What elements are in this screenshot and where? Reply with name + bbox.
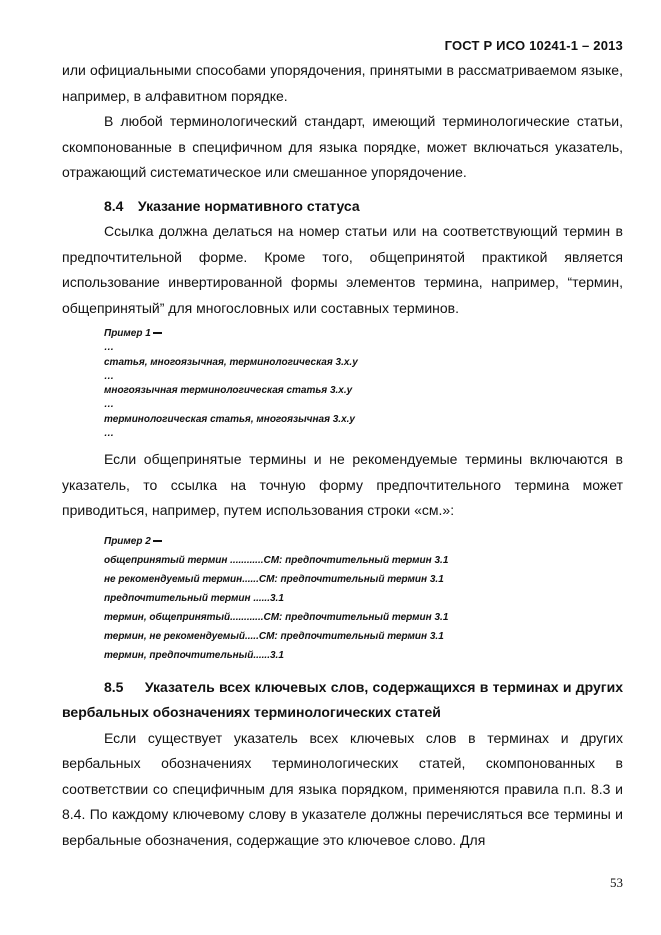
example-line: общепринятый термин ............СМ: предпочтительный термин 3.1: [104, 554, 449, 566]
example-line: …: [104, 342, 114, 354]
section-title: Указатель всех ключевых слов, содержащихся в терминах и других вербальных обозначениях терминологических статей: [62, 678, 624, 721]
example-line: …: [104, 428, 114, 440]
paragraph-index-note: В любой терминологический стандарт, имеющий терминологические статьи, скомпонованные в специфичном для языка порядке, может включаться указатель, отражающий систематическое или смешанное упорядочение.: [62, 113, 623, 180]
document-body: [62, 58, 623, 853]
paragraph-see-reference: Если общепринятые термины и не рекомендуемые термины включаются в указатель, то ссылка на точную форму предпочтительного термина может приводиться, например, путем использования строки «см.»:: [62, 451, 623, 519]
dash-mark: [153, 540, 162, 542]
document-header: ГОСТ Р ИСО 10241-1 – 2013: [444, 38, 623, 53]
example-line: …: [104, 370, 114, 382]
example-1: [104, 327, 623, 441]
example-line: термин, не рекомендуемый.....СМ: предпочтительный термин 3.1: [104, 630, 444, 642]
example-line: термин, предпочтительный......3.1: [104, 649, 284, 661]
section-heading-8-4: [104, 194, 623, 220]
example-line: термин, общепринятый............СМ: предпочтительный термин 3.1: [104, 611, 449, 623]
example-label: Пример 2: [104, 532, 623, 551]
example-2: [104, 532, 623, 665]
section-number: 8.4: [104, 197, 124, 214]
paragraph-continuation: или официальными способами упорядочения, принятыми в рассматриваемом языке, например, в алфавитном порядке.: [62, 62, 623, 104]
example-line: предпочтительный термин ......3.1: [104, 592, 284, 604]
example-line: не рекомендуемый термин......СМ: предпочтительный термин 3.1: [104, 573, 444, 585]
example-line: …: [104, 399, 114, 411]
page-number: 53: [610, 875, 623, 890]
dash-mark: [153, 332, 162, 334]
section-number: 8.5: [104, 678, 124, 695]
section-title: Указание нормативного статуса: [137, 197, 360, 214]
paragraph-keyword-index: Если существует указатель всех ключевых слов в терминах и других вербальных обозначениях терминологических статей, скомпонованных в соответствии со специфичным для языка порядком, применяются правила п.п. 8.3 и 8.4. По каждому ключевому слову в указателе должны перечисляться все термины и вербальные обозначения, содержащие это ключевое слово. Для: [62, 729, 623, 848]
example-line: терминологическая статья, многоязычная 3.x.y: [104, 413, 355, 425]
example-label: Пример 1: [104, 327, 623, 341]
example-line: многоязычная терминологическая статья 3.x.y: [104, 385, 353, 397]
paragraph-reference-rule: Ссылка должна делаться на номер статьи или на соответствующий термин в предпочтительной форме. Кроме того, общепринятой практикой является использование инвертированной формы элементов термина, например, “термин, общепринятый” для многословных или составных терминов.: [62, 223, 623, 316]
example-line: статья, многоязычная, терминологическая 3.x.y: [104, 356, 358, 368]
section-heading-8-5: [62, 675, 623, 726]
